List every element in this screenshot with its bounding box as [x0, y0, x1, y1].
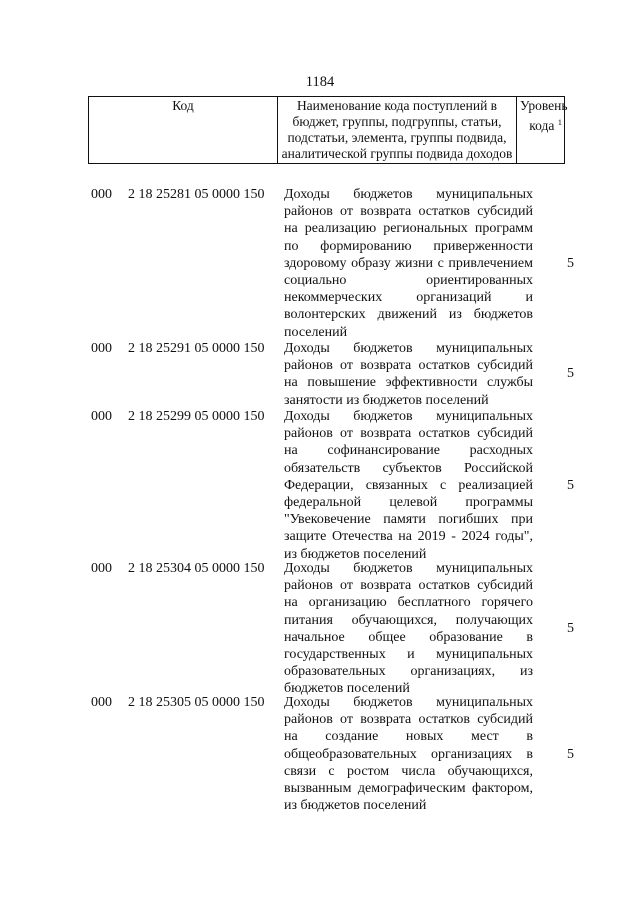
- income-code: 2 18 25305 05 0000 150: [128, 695, 265, 710]
- description-line: Доходы бюджетов муниципальных: [284, 561, 533, 576]
- description-line: бюджетов поселений: [284, 681, 410, 697]
- description-line: поселений: [284, 324, 348, 340]
- description-line: на софинансирование расходных: [284, 443, 533, 459]
- description-line: Федерации, связанных с реализацией: [284, 477, 533, 493]
- description-line: образовательных организациях, из: [284, 664, 533, 680]
- description-line: "Увековечение памяти погибших при: [284, 512, 533, 528]
- table-header: [88, 96, 568, 164]
- admin-code: 000: [91, 409, 112, 424]
- admin-code: 000: [91, 561, 112, 576]
- description-line: районов от возврата остатков субсидий: [284, 578, 533, 594]
- description-line: районов от возврата остатков субсидий: [284, 358, 533, 374]
- description-line: обязательств субъектов Российской: [284, 460, 533, 476]
- description-line: Доходы бюджетов муниципальных: [284, 409, 533, 424]
- header-level-word: кода: [529, 118, 555, 133]
- description-line: защите Отечества на 2019 - 2024 годы",: [284, 529, 533, 545]
- description-line: вызванным демографическим фактором,: [284, 780, 533, 796]
- description-line: Доходы бюджетов муниципальных: [284, 341, 533, 356]
- header-name-line: Наименование кода поступлений в: [296, 98, 498, 113]
- income-description: [284, 186, 533, 341]
- admin-code: 000: [91, 695, 112, 710]
- description-line: общеобразовательных организациях в: [284, 746, 533, 762]
- income-code: 2 18 25281 05 0000 150: [128, 187, 265, 202]
- income-code: 2 18 25304 05 0000 150: [128, 561, 265, 576]
- header-name-line: бюджет, группы, подгруппы, статьи,: [292, 114, 502, 129]
- description-line: из бюджетов поселений: [284, 798, 427, 814]
- code-level: 5: [567, 478, 574, 493]
- income-description: [284, 408, 533, 563]
- header-code: Код: [89, 97, 278, 164]
- description-line: районов от возврата остатков субсидий: [284, 712, 533, 728]
- description-line: некоммерческих организаций и: [284, 290, 533, 306]
- description-line: государственных и муниципальных: [284, 646, 533, 662]
- description-line: социально ориентированных: [284, 272, 533, 288]
- description-line: питания обучающихся, получающих: [284, 612, 533, 628]
- header-name-line: аналитической группы подвида доходов: [281, 146, 513, 161]
- code-level: 5: [567, 366, 574, 381]
- description-line: на реализацию региональных программ: [284, 221, 533, 237]
- description-line: здоровому образу жизни с привлечением: [284, 255, 533, 271]
- description-line: районов от возврата остатков субсидий: [284, 204, 533, 220]
- description-line: волонтерских движений из бюджетов: [284, 307, 533, 323]
- description-line: Доходы бюджетов муниципальных: [284, 187, 533, 202]
- description-line: по формированию приверженности: [284, 238, 533, 254]
- income-description: [284, 694, 533, 814]
- description-line: Доходы бюджетов муниципальных: [284, 695, 533, 710]
- header-level-line1: Уровень: [520, 98, 568, 113]
- income-code: 2 18 25299 05 0000 150: [128, 409, 265, 424]
- description-line: федеральной целевой программы: [284, 494, 533, 510]
- description-line: на организацию бесплатного горячего: [284, 595, 533, 611]
- page-number: 1184: [305, 74, 335, 90]
- admin-code: 000: [91, 187, 112, 202]
- header-level-line2: [520, 114, 562, 134]
- description-line: районов от возврата остатков субсидий: [284, 426, 533, 442]
- description-line: занятости из бюджетов поселений: [284, 392, 489, 408]
- header-name: [278, 97, 517, 164]
- header-name-line: подстатьи, элемента, группы подвида,: [287, 130, 507, 145]
- admin-code: 000: [91, 341, 112, 356]
- description-line: начальное общее образование в: [284, 629, 533, 645]
- description-line: на повышение эффективности службы: [284, 375, 533, 391]
- income-description: [284, 560, 533, 698]
- description-line: связи с ростом числа обучающихся,: [284, 763, 533, 779]
- footnote-mark: 1: [557, 117, 562, 127]
- income-description: [284, 340, 533, 409]
- code-level: 5: [567, 747, 574, 762]
- code-level: 5: [567, 256, 574, 271]
- income-code: 2 18 25291 05 0000 150: [128, 341, 265, 356]
- description-line: на создание новых мест в: [284, 729, 533, 745]
- code-level: 5: [567, 621, 574, 636]
- description-line: из бюджетов поселений: [284, 546, 427, 562]
- header-level: [517, 97, 568, 164]
